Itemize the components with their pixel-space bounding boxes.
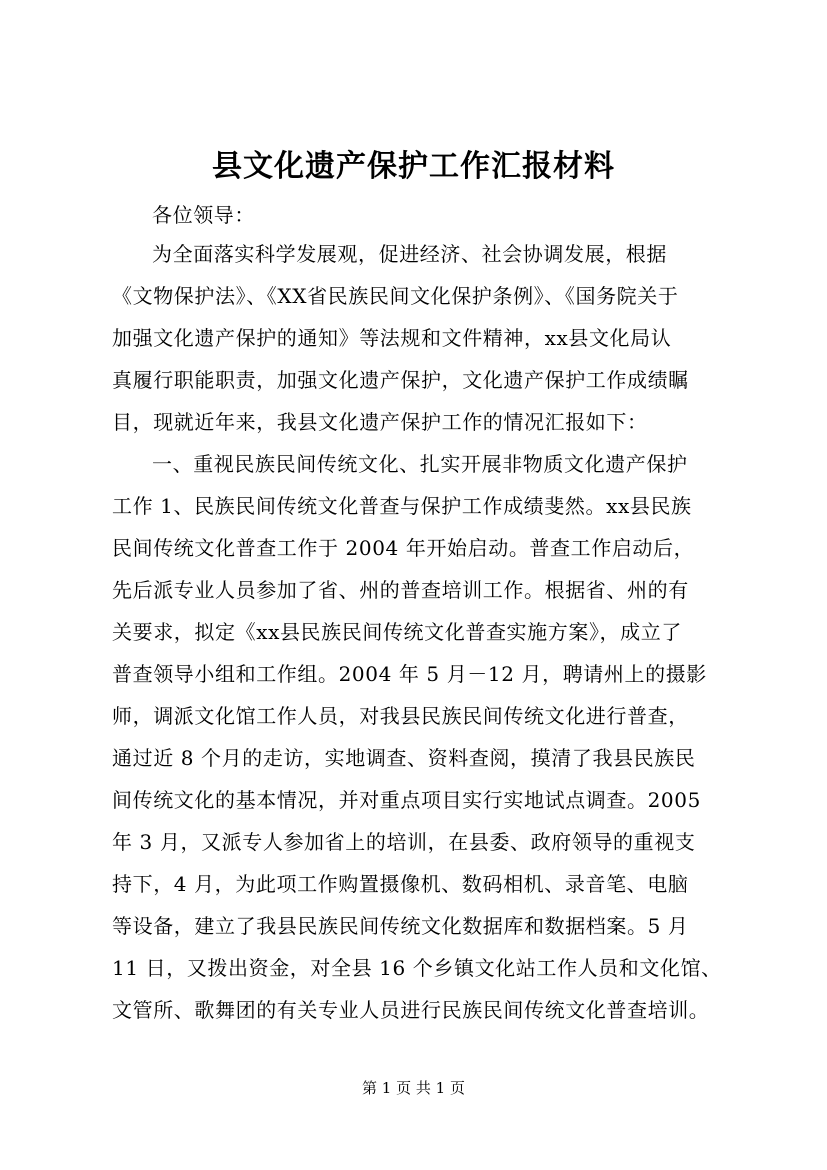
body-line: 等设备，建立了我县民族民间传统文化数据库和数据档案。5 月 [112, 914, 689, 938]
body-line: 间传统文化的基本情况，并对重点项目实行实地试点调查。2005 [112, 788, 701, 812]
body-line: 11 日，又拨出资金，对全县 16 个乡镇文化站工作人员和文化馆、 [112, 956, 722, 980]
body-line: 通过近 8 个月的走访，实地调查、资料查阅，摸清了我县民族民 [112, 746, 696, 770]
body-line: 为全面落实科学发展观，促进经济、社会协调发展，根据 [152, 242, 667, 266]
body-line: 师，调派文化馆工作人员，对我县民族民间传统文化进行普查， [112, 704, 689, 728]
body-line: 持下，4 月，为此项工作购置摄像机、数码相机、录音笔、电脑 [112, 872, 689, 896]
salutation: 各位领导： [152, 203, 255, 227]
body-line: 真履行职能职责，加强文化遗产保护，文化遗产保护工作成绩瞩 [112, 368, 689, 392]
document-title: 县文化遗产保护工作汇报材料 [212, 149, 615, 184]
body-line: 工作 1、民族民间传统文化普查与保护工作成绩斐然。xx县民族 [112, 494, 692, 518]
body-line: 一、重视民族民间传统文化、扎实开展非物质文化遗产保护 [152, 452, 688, 476]
body-line: 普查领导小组和工作组。2004 年 5 月－12 月，聘请州上的摄影 [112, 662, 707, 686]
body-line: 民间传统文化普查工作于 2004 年开始启动。普查工作启动后， [112, 536, 695, 560]
body-line: 目，现就近年来，我县文化遗产保护工作的情况汇报如下： [112, 410, 648, 434]
body-line: 加强文化遗产保护的通知》等法规和文件精神，xx县文化局认 [112, 326, 672, 350]
body-line: 文管所、歌舞团的有关专业人员进行民族民间传统文化普查培训。 [112, 998, 710, 1022]
body-line: 年 3 月，又派专人参加省上的培训，在县委、政府领导的重视支 [112, 830, 696, 854]
page-number-footer: 第 1 页 共 1 页 [362, 1079, 465, 1097]
body-line: 《文物保护法》、《XX省民族民间文化保护条例》、《国务院关于 [112, 284, 679, 308]
body-line: 先后派专业人员参加了省、州的普查培训工作。根据省、州的有 [112, 578, 689, 602]
body-line: 关要求，拟定《xx县民族民间传统文化普查实施方案》，成立了 [112, 620, 682, 644]
